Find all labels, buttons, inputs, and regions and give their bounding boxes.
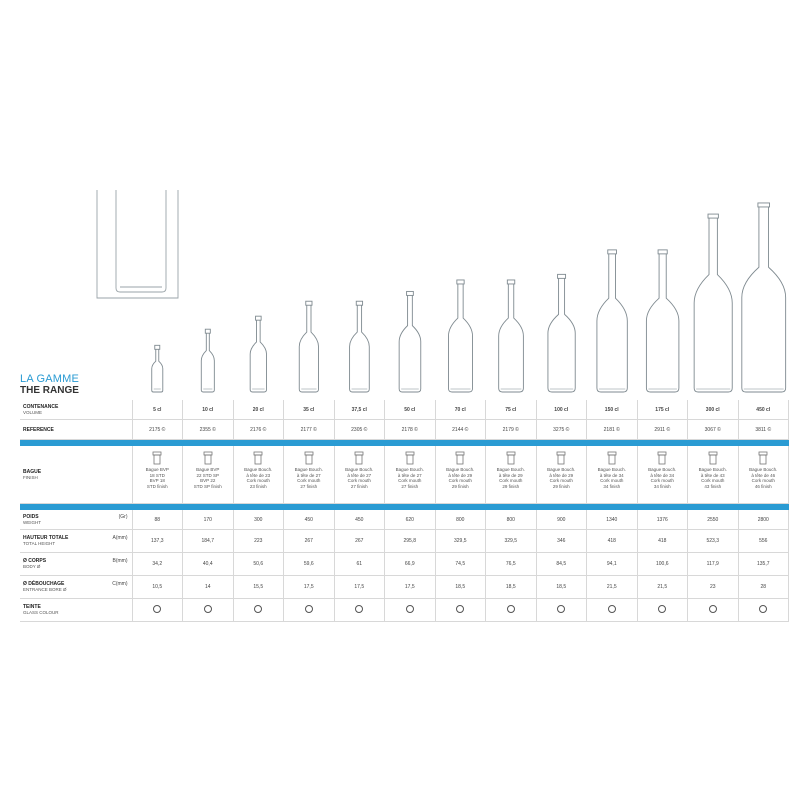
label-volume: CONTENANCE VOLUME bbox=[20, 400, 132, 420]
cell-weight: 88 bbox=[132, 510, 183, 530]
finish-line: Bague Bouch. bbox=[446, 467, 475, 472]
cell-body: 50,6 bbox=[233, 553, 284, 576]
finish-line: 34 finish bbox=[653, 483, 671, 489]
bottle-lip bbox=[155, 345, 160, 349]
finish-line: Bague Bouch. bbox=[749, 467, 778, 472]
cell-height: 556 bbox=[738, 530, 789, 553]
cell-body: 74,5 bbox=[435, 553, 486, 576]
finish-line: 27 finish bbox=[401, 483, 419, 489]
cell-volume: 75 cl bbox=[486, 400, 537, 420]
cell-volume: 300 cl bbox=[688, 400, 739, 420]
bottle-lip bbox=[205, 329, 210, 333]
cell-weight: 300 bbox=[233, 510, 284, 530]
bottle-neck-icon bbox=[555, 451, 567, 465]
finish-line: Bague Bouch. bbox=[648, 467, 677, 472]
finish-line: Bague Bouch. bbox=[547, 467, 576, 472]
row-height bbox=[20, 530, 789, 553]
bottle-shape bbox=[350, 305, 370, 392]
bottle-neck-icon bbox=[606, 451, 618, 465]
cell-colour bbox=[486, 599, 537, 622]
finish-line: 43 finish bbox=[704, 483, 722, 489]
clear-glass-icon bbox=[608, 605, 616, 613]
cell-volume: 175 cl bbox=[637, 400, 688, 420]
cell-body: 135,7 bbox=[738, 553, 789, 576]
finish-line: Cork mouth bbox=[650, 478, 674, 483]
label-finish: BAGUE FINISH bbox=[20, 446, 132, 504]
cell-weight: 170 bbox=[183, 510, 234, 530]
cell-body: 100,6 bbox=[637, 553, 688, 576]
cell-ref: 2176 © bbox=[233, 420, 284, 440]
finish-line: Cork mouth bbox=[398, 478, 422, 483]
range-title-en: THE RANGE bbox=[20, 385, 79, 396]
cell-bore: 17,5 bbox=[385, 576, 436, 599]
cell-colour bbox=[587, 599, 638, 622]
cell-volume: 5 cl bbox=[132, 400, 183, 420]
dimension-diagram bbox=[97, 190, 178, 298]
cell-colour bbox=[435, 599, 486, 622]
label-height: HAUTEUR TOTALE A(mm) TOTAL HEIGHT bbox=[20, 530, 132, 553]
finish-line: à tête de 34 bbox=[599, 472, 624, 478]
cell-height: 223 bbox=[233, 530, 284, 553]
bottle-neck-icon bbox=[757, 451, 769, 465]
bottle-shape bbox=[152, 349, 163, 392]
row-colour bbox=[20, 599, 789, 622]
bottle-lip bbox=[407, 291, 414, 295]
finish-line: Bague Bouch. bbox=[698, 467, 727, 472]
finish-line: à tête de 29 bbox=[498, 472, 523, 478]
bottle-neck-icon bbox=[202, 451, 214, 465]
cell-colour bbox=[334, 599, 385, 622]
bottle-lip bbox=[708, 214, 718, 218]
clear-glass-icon bbox=[406, 605, 414, 613]
finish-line: à tête de 27 bbox=[347, 472, 372, 478]
bottle-lip bbox=[608, 250, 617, 254]
finish-line: Cork mouth bbox=[347, 478, 371, 483]
cell-weight: 450 bbox=[284, 510, 335, 530]
clear-glass-icon bbox=[305, 605, 313, 613]
cell-body: 117,9 bbox=[688, 553, 739, 576]
cell-finish bbox=[183, 446, 234, 504]
cell-weight: 1340 bbox=[587, 510, 638, 530]
finish-line: à tête de 23 bbox=[246, 472, 271, 478]
cell-bore: 17,5 bbox=[334, 576, 385, 599]
cell-weight: 450 bbox=[334, 510, 385, 530]
finish-line: Cork mouth bbox=[499, 478, 523, 483]
finish-line: Bague Bouch. bbox=[244, 467, 273, 472]
cell-volume: 50 cl bbox=[385, 400, 436, 420]
cell-bore: 17,5 bbox=[284, 576, 335, 599]
finish-line: à tête de 34 bbox=[650, 472, 675, 478]
bottle-neck-icon bbox=[353, 451, 365, 465]
bottle-shape bbox=[694, 218, 732, 392]
row-body bbox=[20, 553, 789, 576]
cell-height: 329,5 bbox=[486, 530, 537, 553]
bottle-shape bbox=[299, 305, 318, 392]
cell-ref: 2177 © bbox=[284, 420, 335, 440]
cell-finish bbox=[132, 446, 183, 504]
cell-ref: 2175 © bbox=[132, 420, 183, 440]
cell-volume: 35 cl bbox=[284, 400, 335, 420]
cell-weight: 900 bbox=[536, 510, 587, 530]
bottle-shape bbox=[448, 284, 472, 392]
cell-bore: 18,5 bbox=[435, 576, 486, 599]
finish-line: STD finish bbox=[146, 483, 168, 489]
finish-line: 29 finish bbox=[552, 483, 570, 489]
finish-line: Cork mouth bbox=[297, 478, 321, 483]
cell-body: 94,1 bbox=[587, 553, 638, 576]
cell-height: 346 bbox=[536, 530, 587, 553]
cell-weight: 1376 bbox=[637, 510, 688, 530]
bottle-neck-icon bbox=[505, 451, 517, 465]
bottle-lip bbox=[356, 301, 362, 305]
cell-bore: 21,5 bbox=[587, 576, 638, 599]
cell-height: 267 bbox=[334, 530, 385, 553]
bottle-neck-icon bbox=[252, 451, 264, 465]
cell-weight: 2550 bbox=[688, 510, 739, 530]
finish-line: 29 finish bbox=[451, 483, 469, 489]
cell-ref: 2355 © bbox=[183, 420, 234, 440]
clear-glass-icon bbox=[355, 605, 363, 613]
cell-weight: 800 bbox=[435, 510, 486, 530]
bottle-neck-icon bbox=[303, 451, 315, 465]
row-bore bbox=[20, 576, 789, 599]
finish-line: à tête de 46 bbox=[751, 472, 776, 478]
bottle-shape bbox=[646, 254, 678, 392]
finish-line: 27 finish bbox=[350, 483, 368, 489]
cell-bore: 15,5 bbox=[233, 576, 284, 599]
cell-volume: 37,5 cl bbox=[334, 400, 385, 420]
finish-line: Bague BVP bbox=[196, 467, 220, 472]
finish-line: 34 finish bbox=[603, 483, 621, 489]
cell-ref: 3275 © bbox=[536, 420, 587, 440]
cell-ref: 3811 © bbox=[738, 420, 789, 440]
cell-body: 40,4 bbox=[183, 553, 234, 576]
cell-ref: 3067 © bbox=[688, 420, 739, 440]
finish-line: à tête de 27 bbox=[296, 472, 321, 478]
cell-colour bbox=[536, 599, 587, 622]
finish-line: Bague BVP bbox=[145, 467, 169, 472]
clear-glass-icon bbox=[709, 605, 717, 613]
cell-finish bbox=[587, 446, 638, 504]
cell-bore: 18,5 bbox=[536, 576, 587, 599]
cell-ref: 2305 © bbox=[334, 420, 385, 440]
bottle-shape bbox=[250, 320, 266, 392]
cell-ref: 2178 © bbox=[385, 420, 436, 440]
cell-weight: 2800 bbox=[738, 510, 789, 530]
cell-volume: 20 cl bbox=[233, 400, 284, 420]
finish-line: Cork mouth bbox=[549, 478, 573, 483]
cell-volume: 100 cl bbox=[536, 400, 587, 420]
row-volume bbox=[20, 400, 789, 420]
finish-line: 29 finish bbox=[502, 483, 520, 489]
clear-glass-icon bbox=[204, 605, 212, 613]
cell-ref: 2179 © bbox=[486, 420, 537, 440]
finish-line: Cork mouth bbox=[246, 478, 270, 483]
cell-bore: 28 bbox=[738, 576, 789, 599]
row-finish bbox=[20, 446, 789, 504]
cell-finish bbox=[233, 446, 284, 504]
row-reference bbox=[20, 420, 789, 440]
finish-line: BVP 22 bbox=[200, 478, 216, 483]
cell-height: 184,7 bbox=[183, 530, 234, 553]
finish-line: Bague Bouch. bbox=[345, 467, 374, 472]
cell-body: 66,9 bbox=[385, 553, 436, 576]
cell-weight: 800 bbox=[486, 510, 537, 530]
finish-line: Bague Bouch. bbox=[496, 467, 525, 472]
cell-ref: 2181 © bbox=[587, 420, 638, 440]
cell-volume: 450 cl bbox=[738, 400, 789, 420]
finish-line: STD SP finish bbox=[193, 483, 222, 489]
bottle-lip bbox=[558, 274, 566, 278]
label-bore: Ø DÉBOUCHAGE C(mm) ENTRANCE BORE Ø bbox=[20, 576, 132, 599]
cell-volume: 150 cl bbox=[587, 400, 638, 420]
cell-height: 418 bbox=[587, 530, 638, 553]
cell-bore: 10,5 bbox=[132, 576, 183, 599]
finish-line: Bague Bouch. bbox=[294, 467, 323, 472]
cell-bore: 23 bbox=[688, 576, 739, 599]
finish-line: à tête de 29 bbox=[549, 472, 574, 478]
clear-glass-icon bbox=[557, 605, 565, 613]
finish-line: BVP 18 bbox=[149, 478, 165, 483]
finish-line: Bague Bouch. bbox=[395, 467, 424, 472]
cell-bore: 18,5 bbox=[486, 576, 537, 599]
bottle-neck-icon bbox=[707, 451, 719, 465]
label-body: Ø CORPS B(mm) BODY Ø bbox=[20, 553, 132, 576]
clear-glass-icon bbox=[254, 605, 262, 613]
finish-line: 27 finish bbox=[300, 483, 318, 489]
bottle-neck-icon bbox=[151, 451, 163, 465]
cell-colour bbox=[688, 599, 739, 622]
cell-colour bbox=[284, 599, 335, 622]
finish-line: Bague Bouch. bbox=[597, 467, 626, 472]
cell-bore: 21,5 bbox=[637, 576, 688, 599]
bottle-shape bbox=[742, 207, 786, 392]
finish-line: à tête de 43 bbox=[700, 472, 725, 478]
bottle-lip bbox=[758, 203, 770, 207]
cell-finish bbox=[738, 446, 789, 504]
finish-line: Cork mouth bbox=[600, 478, 624, 483]
row-weight bbox=[20, 510, 789, 530]
cell-body: 34,2 bbox=[132, 553, 183, 576]
cell-colour bbox=[183, 599, 234, 622]
cell-height: 418 bbox=[637, 530, 688, 553]
bottle-shape bbox=[548, 278, 575, 392]
bottle-neck-icon bbox=[454, 451, 466, 465]
cell-finish bbox=[486, 446, 537, 504]
bottle-shape bbox=[399, 295, 421, 392]
cell-finish bbox=[637, 446, 688, 504]
bottle-lip bbox=[256, 316, 262, 320]
cell-colour bbox=[385, 599, 436, 622]
cell-height: 267 bbox=[284, 530, 335, 553]
cell-height: 137,3 bbox=[132, 530, 183, 553]
cell-volume: 10 cl bbox=[183, 400, 234, 420]
cell-bore: 14 bbox=[183, 576, 234, 599]
cell-height: 523,3 bbox=[688, 530, 739, 553]
cell-finish bbox=[334, 446, 385, 504]
cell-body: 61 bbox=[334, 553, 385, 576]
bottle-lip bbox=[658, 250, 667, 254]
finish-line: Cork mouth bbox=[701, 478, 725, 483]
finish-line: 46 finish bbox=[754, 483, 772, 489]
cell-body: 59,6 bbox=[284, 553, 335, 576]
cell-finish bbox=[385, 446, 436, 504]
range-title-fr: LA GAMME bbox=[20, 373, 80, 385]
cell-weight: 620 bbox=[385, 510, 436, 530]
cell-finish bbox=[536, 446, 587, 504]
finish-line: à tête de 29 bbox=[448, 472, 473, 478]
cell-finish bbox=[688, 446, 739, 504]
bottle-neck-icon bbox=[404, 451, 416, 465]
bottle-neck-icon bbox=[656, 451, 668, 465]
cell-volume: 70 cl bbox=[435, 400, 486, 420]
finish-line: 23 finish bbox=[249, 483, 267, 489]
bottle-shape bbox=[201, 333, 214, 392]
label-colour: TEINTE GLASS COLOUR bbox=[20, 599, 132, 622]
cell-height: 295,8 bbox=[385, 530, 436, 553]
cell-colour bbox=[738, 599, 789, 622]
label-reference: REFERENCE bbox=[20, 420, 132, 440]
bottle-shape bbox=[499, 284, 524, 392]
cell-body: 76,5 bbox=[486, 553, 537, 576]
cell-colour bbox=[233, 599, 284, 622]
bottle-shape bbox=[597, 254, 627, 392]
cell-finish bbox=[284, 446, 335, 504]
cell-ref: 2911 © bbox=[637, 420, 688, 440]
clear-glass-icon bbox=[507, 605, 515, 613]
finish-line: à tête de 27 bbox=[397, 472, 422, 478]
cell-height: 329,5 bbox=[435, 530, 486, 553]
bottle-lip bbox=[306, 301, 312, 305]
cell-colour bbox=[132, 599, 183, 622]
cell-colour bbox=[637, 599, 688, 622]
range-table bbox=[20, 400, 789, 622]
finish-line: Cork mouth bbox=[448, 478, 472, 483]
bottle-lip bbox=[457, 280, 464, 284]
clear-glass-icon bbox=[759, 605, 767, 613]
clear-glass-icon bbox=[658, 605, 666, 613]
clear-glass-icon bbox=[153, 605, 161, 613]
cell-finish bbox=[435, 446, 486, 504]
cell-ref: 2144 © bbox=[435, 420, 486, 440]
finish-line: Cork mouth bbox=[751, 478, 775, 483]
finish-line: 18 STD bbox=[149, 472, 165, 478]
bottle-lip bbox=[507, 280, 514, 284]
cell-body: 84,5 bbox=[536, 553, 587, 576]
clear-glass-icon bbox=[456, 605, 464, 613]
finish-line: 22 STD SP bbox=[196, 472, 219, 478]
label-weight: POIDS (Gr) WEIGHT bbox=[20, 510, 132, 530]
